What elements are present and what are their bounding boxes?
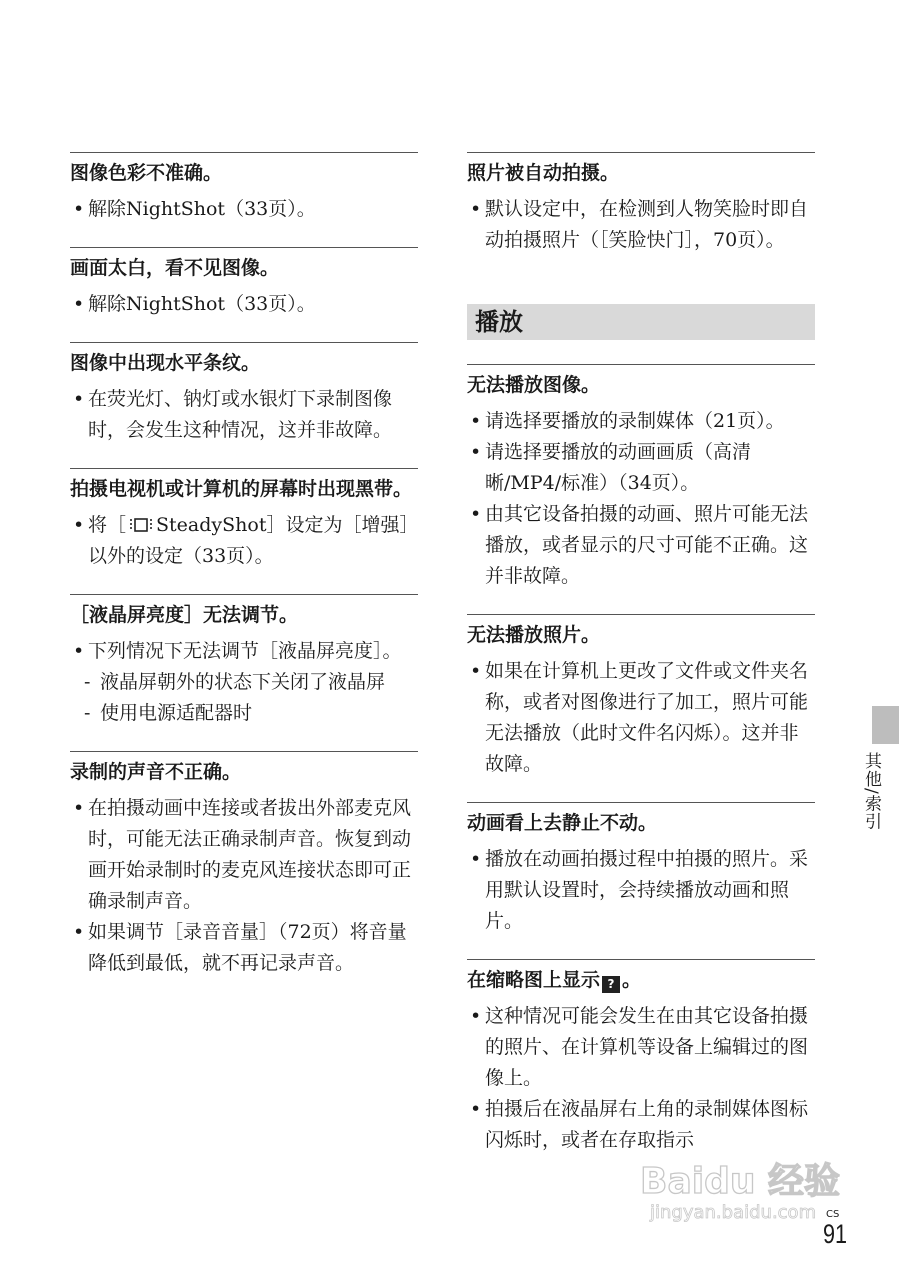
bullet: •: [470, 503, 482, 525]
title-suffix: 。: [622, 969, 642, 991]
film-icon: [130, 517, 152, 533]
bullet: •: [73, 640, 85, 662]
section-title: 图像中出现水平条纹。: [70, 352, 261, 374]
list-item: [70, 793, 418, 917]
section-title: 图像色彩不准确。: [70, 162, 223, 184]
left-column: [70, 152, 418, 1001]
section-sound-incorrect: [70, 751, 418, 979]
item-list: [467, 1001, 815, 1156]
item-text: 下列情况下无法调节［液晶屏亮度］。: [88, 640, 402, 662]
item-list: [467, 194, 815, 256]
list-item: [467, 437, 815, 499]
bullet: •: [73, 198, 85, 220]
list-item: [70, 384, 418, 446]
bullet: •: [73, 293, 85, 315]
item-text: 请选择要播放的录制媒体（21页）。: [485, 410, 785, 432]
item-list: [467, 656, 815, 780]
side-index-label: 其他/索引: [861, 752, 881, 831]
page-number: 91: [823, 1219, 848, 1249]
dash: -: [84, 702, 91, 724]
bullet: •: [73, 921, 85, 943]
category-header: 播放: [467, 304, 815, 340]
sub-item-text: 液晶屏朝外的状态下关闭了液晶屏: [100, 671, 386, 693]
item-text: 如果调节［录音音量］（72页）将音量降低到最低，就不再记录声音。: [88, 921, 407, 974]
list-item: [70, 510, 418, 572]
item-text: 如果在计算机上更改了文件或文件夹名称，或者对图像进行了加工，照片可能无法播放（此时文件名闪烁）。这并非故障。: [485, 660, 809, 775]
list-item: [467, 1001, 815, 1094]
title-prefix: 在缩略图上显示: [467, 969, 601, 991]
section-video-frozen: [467, 802, 815, 937]
list-item: [467, 1094, 815, 1156]
item-text: 播放在动画拍摄过程中拍摄的照片。采用默认设置时，会持续播放动画和照片。: [485, 848, 809, 932]
list-item: [467, 844, 815, 937]
item-text: 在拍摄动画中连接或者拔出外部麦克风时，可能无法正确录制声音。恢复到动画开始录制时的麦克风连接状态即可正确录制声音。: [88, 797, 412, 912]
item-text-suffix: SteadyShot］设定为［增强］以外的设定（33页）。: [88, 514, 409, 567]
bullet: •: [73, 514, 85, 536]
section-title: ［液晶屏亮度］无法调节。: [70, 604, 299, 626]
right-column: [467, 152, 815, 1178]
item-list: [70, 384, 418, 446]
bullet: •: [470, 660, 482, 682]
item-text: 解除NightShot（33页）。: [88, 293, 316, 315]
section-title: 录制的声音不正确。: [70, 761, 242, 783]
language-mark: CS: [826, 1209, 840, 1220]
list-item: [467, 406, 815, 437]
section-title: 无法播放照片。: [467, 624, 601, 646]
section-auto-capture: [467, 152, 815, 256]
list-item: [70, 636, 418, 667]
list-item: [467, 194, 815, 256]
bullet: •: [470, 198, 482, 220]
question-mark-icon: ?: [602, 976, 620, 993]
list-item: [70, 917, 418, 979]
item-text: 请选择要播放的动画画质（高清晰/MP4/标准）（34页）。: [485, 441, 752, 494]
section-lcd-brightness: [70, 594, 418, 729]
section-thumbnail-question: [467, 959, 815, 1156]
section-title: [467, 960, 815, 995]
item-text: 解除NightShot（33页）。: [88, 198, 316, 220]
watermark-url-text: jingyan.baidu.com: [650, 1202, 817, 1223]
bullet: •: [470, 1098, 482, 1120]
sub-item: [70, 698, 418, 729]
watermark-main-text: Baidu 经验: [640, 1161, 841, 1202]
sub-item-text: 使用电源适配器时: [100, 702, 253, 724]
item-text: 在荧光灯、钠灯或水银灯下录制图像时，会发生这种情况，这并非故障。: [88, 388, 393, 441]
bullet: •: [470, 410, 482, 432]
section-cannot-play-photos: [467, 614, 815, 780]
item-list: [70, 194, 418, 225]
sub-item: [70, 667, 418, 698]
item-list: [70, 289, 418, 320]
dash: -: [84, 671, 91, 693]
bullet: •: [470, 1005, 482, 1027]
section-too-white: [70, 247, 418, 320]
item-list: [70, 510, 418, 572]
bullet: •: [470, 441, 482, 463]
section-title: 画面太白，看不见图像。: [70, 257, 280, 279]
item-text: 这种情况可能会发生在由其它设备拍摄的照片、在计算机等设备上编辑过的图像上。: [485, 1005, 809, 1089]
item-text: 拍摄后在液晶屏右上角的录制媒体图标闪烁时，或者在存取指示: [485, 1098, 809, 1151]
side-tab-marker: [872, 706, 899, 744]
list-item: [467, 499, 815, 592]
item-list: [70, 793, 418, 979]
section-title: 动画看上去静止不动。: [467, 812, 658, 834]
item-text: 由其它设备拍摄的动画、照片可能无法播放，或者显示的尺寸可能不正确。这并非故障。: [485, 503, 809, 587]
bullet: •: [73, 388, 85, 410]
item-list: [70, 636, 418, 729]
bullet: •: [470, 848, 482, 870]
section-black-bands: [70, 468, 418, 572]
item-text: 默认设定中，在检测到人物笑脸时即自动拍摄照片（［笑脸快门］，70页）。: [485, 198, 809, 251]
section-title: 照片被自动拍摄。: [467, 162, 620, 184]
section-title: 拍摄电视机或计算机的屏幕时出现黑带。: [70, 478, 413, 500]
section-cannot-play-images: [467, 364, 815, 592]
item-text-prefix: 将［: [88, 514, 127, 536]
list-item: [70, 194, 418, 225]
list-item: [467, 656, 815, 780]
section-color-inaccurate: [70, 152, 418, 225]
list-item: [70, 289, 418, 320]
section-horizontal-stripes: [70, 342, 418, 446]
section-title: 无法播放图像。: [467, 374, 601, 396]
item-list: [467, 844, 815, 937]
item-list: [467, 406, 815, 592]
bullet: •: [73, 797, 85, 819]
